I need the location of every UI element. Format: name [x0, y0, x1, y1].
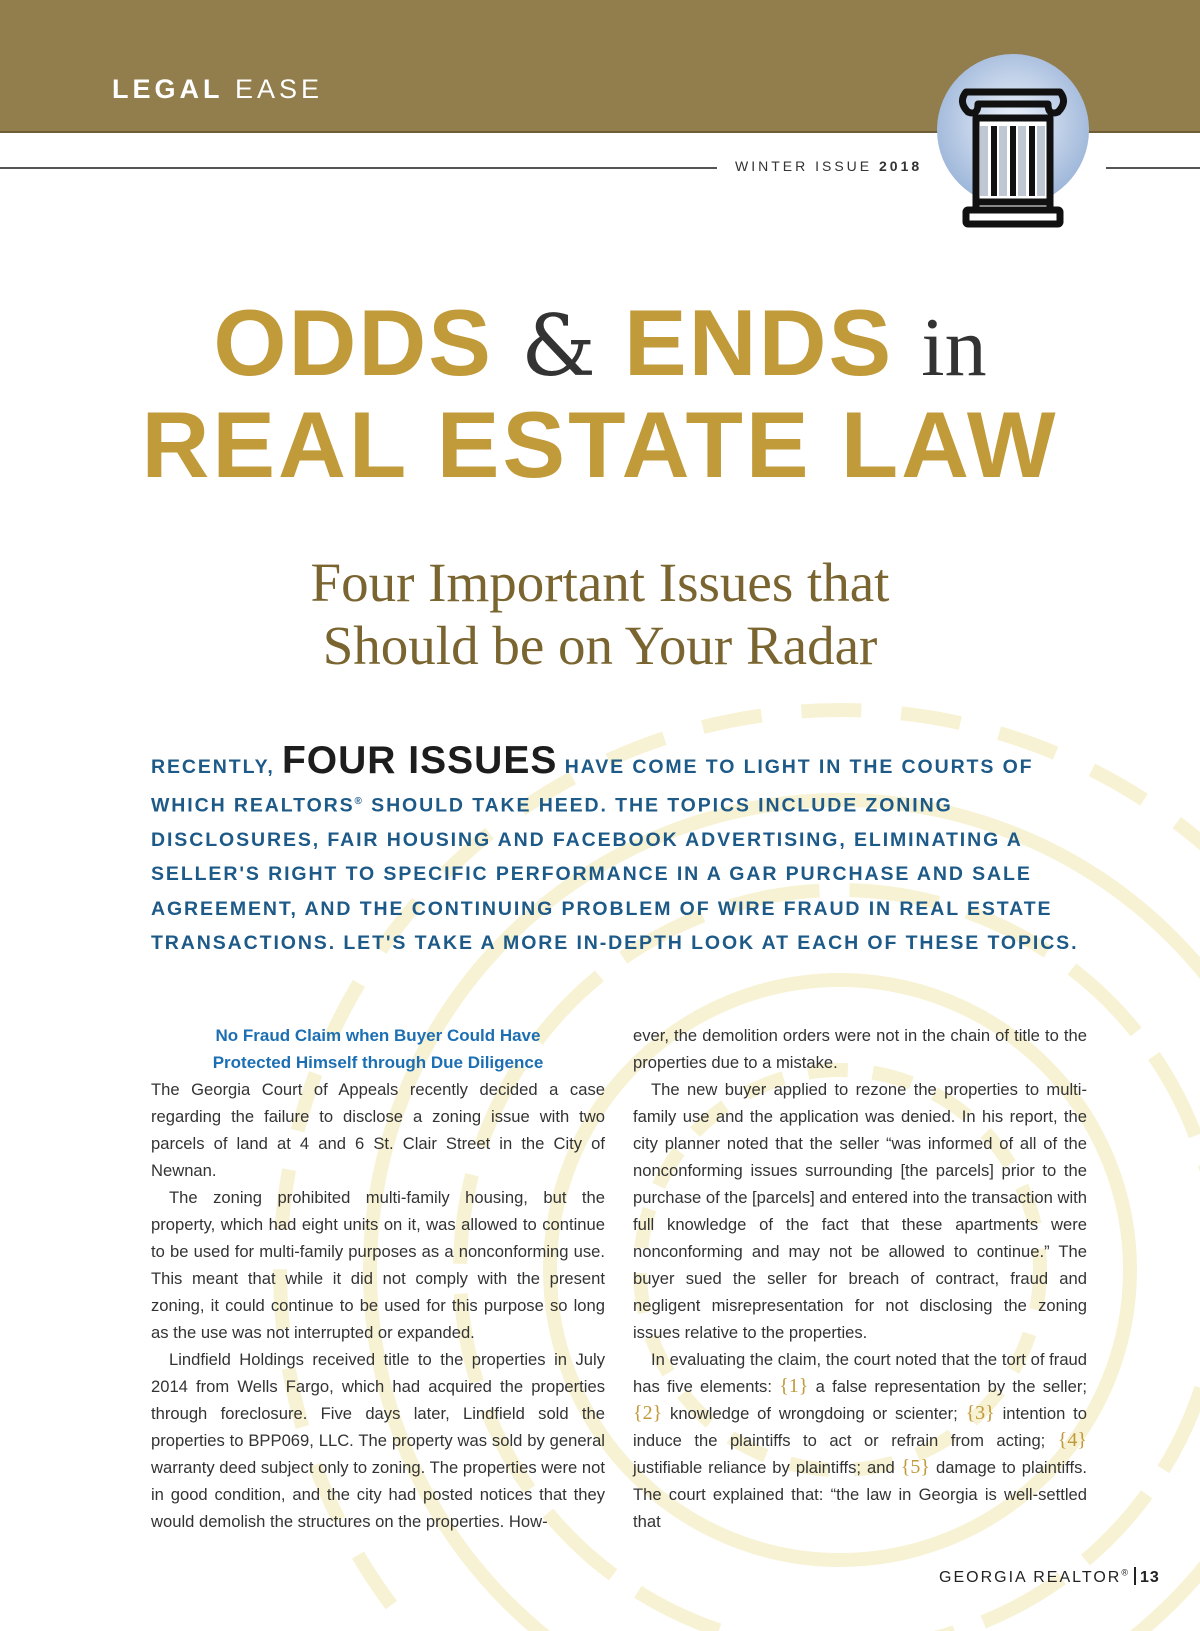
element-text: knowledge of wrongdoing or scienter;	[670, 1404, 958, 1423]
registered-mark: ®	[1121, 1567, 1130, 1578]
column-icon	[936, 54, 1091, 234]
article-paragraph: ever, the demolition orders were not in the chain of title to the properties due to a mistake.	[633, 1026, 1087, 1072]
element-number: {1}	[779, 1375, 809, 1397]
element-number: {4}	[1057, 1429, 1087, 1451]
headline-line-2: REAL ESTATE LAW	[141, 392, 1059, 497]
page-number: 13	[1139, 1569, 1160, 1586]
issue-year: 2018	[879, 158, 923, 174]
subtitle-line-1: Four Important Issues that	[310, 552, 890, 613]
section-label-light: EASE	[235, 74, 324, 104]
headline-ampersand: &	[521, 297, 596, 395]
article-subhead-line-1: No Fraud Claim when Buyer Could Have	[215, 1026, 541, 1045]
article-subhead-line-2: Protected Himself through Due Diligence	[212, 1053, 544, 1072]
page-footer	[939, 1567, 1160, 1587]
headline-word-odds: ODDS	[213, 290, 493, 395]
header-rule-right	[1106, 167, 1200, 169]
issue-label: WINTER ISSUE	[735, 158, 873, 174]
element-text: damage to plaintiffs.	[935, 1458, 1087, 1477]
header-rule-left	[0, 167, 717, 169]
intro-lead: RECENTLY,	[151, 756, 275, 778]
intro-text-a: HAVE COME TO LIGHT IN THE COURTS OF WHICH REALTORS	[151, 756, 1034, 816]
element-text: justifiable reliance by plaintiffs; and	[633, 1458, 895, 1477]
article-paragraph: Lindfield Holdings received title to the properties in July 2014 from Wells Fargo, which had acquired the properties through foreclosure. Five days later, Lindfield sold the properties to BPP069, LLC. The property was sold by general warranty deed subject only to zoning. The properties were not in good condition, and the city had posted notices that they would demolish the structures on the properties. How-	[151, 1350, 605, 1531]
element-number: {5}	[900, 1456, 930, 1478]
intro-text-b: SHOULD TAKE HEED. THE TOPICS INCLUDE ZONING DISCLOSURES, FAIR HOUSING AND FACEBOOK ADVERTISING, ELIMINATING A SELLER'S RIGHT TO SPECIFIC PERFORMANCE IN A GAR PURCHASE AND SALE AGREEMENT, AND THE CONTINUING PROBLEM OF WIRE FRAUD IN REAL ESTATE TRANSACTIONS. LET'S TAKE A MORE IN-DEPTH LOOK AT EACH OF THESE TOPICS.	[151, 794, 1079, 954]
article-column-left	[151, 1022, 605, 1535]
registered-mark: ®	[354, 795, 364, 807]
article-paragraph: The zoning prohibited multi-family housing, but the property, which had eight units on it, was allowed to continue to be used for multi-family purposes as a nonconforming use. This meant that while it did not comply with the present zoning, it could continue to be used for this purpose so long as the use was not interrupted or expanded.	[151, 1188, 605, 1342]
headline-word-in: in	[921, 301, 987, 394]
article-paragraph-elements	[633, 1346, 1087, 1535]
elements-intro: In evaluating the claim, the court noted that the tort of fraud has five elements:	[633, 1350, 1087, 1396]
element-text: a false representation by the seller;	[815, 1377, 1087, 1396]
elements-closing: The court explained that: “the law in Georgia is well-settled that	[633, 1485, 1087, 1531]
article-paragraph: The new buyer applied to rezone the properties to multi-family use and the application was denied. In his report, the city planner noted that the seller “was informed of all of the nonconforming issues surrounding [the parcels] prior to the purchase of the [parcels] and entered into the transaction with full knowledge of the fact that these apartments were nonconforming and may not be allowed to continue.” The buyer sued the seller for breach of contract, fraud and negligent misrepresentation for not disclosing the zoning issues relative to the properties.	[633, 1080, 1087, 1342]
article-paragraph: The Georgia Court of Appeals recently decided a case regarding the failure to disclose a zoning issue with two parcels of land at 4 and 6 St. Clair Street in the City of Newnan.	[151, 1080, 605, 1180]
element-text: intention to induce the plaintiffs to act or refrain from acting;	[633, 1404, 1087, 1450]
element-number: {2}	[633, 1402, 663, 1424]
intro-paragraph	[151, 739, 1089, 961]
section-label	[112, 74, 323, 105]
section-label-bold: LEGAL	[112, 74, 224, 104]
intro-emphasis: FOUR ISSUES	[281, 739, 558, 782]
subtitle	[0, 551, 1200, 677]
subtitle-line-2: Should be on Your Radar	[322, 615, 878, 676]
article-subhead	[151, 1022, 605, 1076]
publication-name: GEORGIA REALTOR	[939, 1569, 1122, 1586]
issue-date	[735, 158, 922, 174]
element-number: {3}	[965, 1402, 995, 1424]
article-column-right	[633, 1022, 1087, 1535]
footer-divider	[1134, 1567, 1136, 1585]
headline-line-1	[0, 290, 1200, 395]
headline-word-ends: ENDS	[623, 290, 894, 395]
